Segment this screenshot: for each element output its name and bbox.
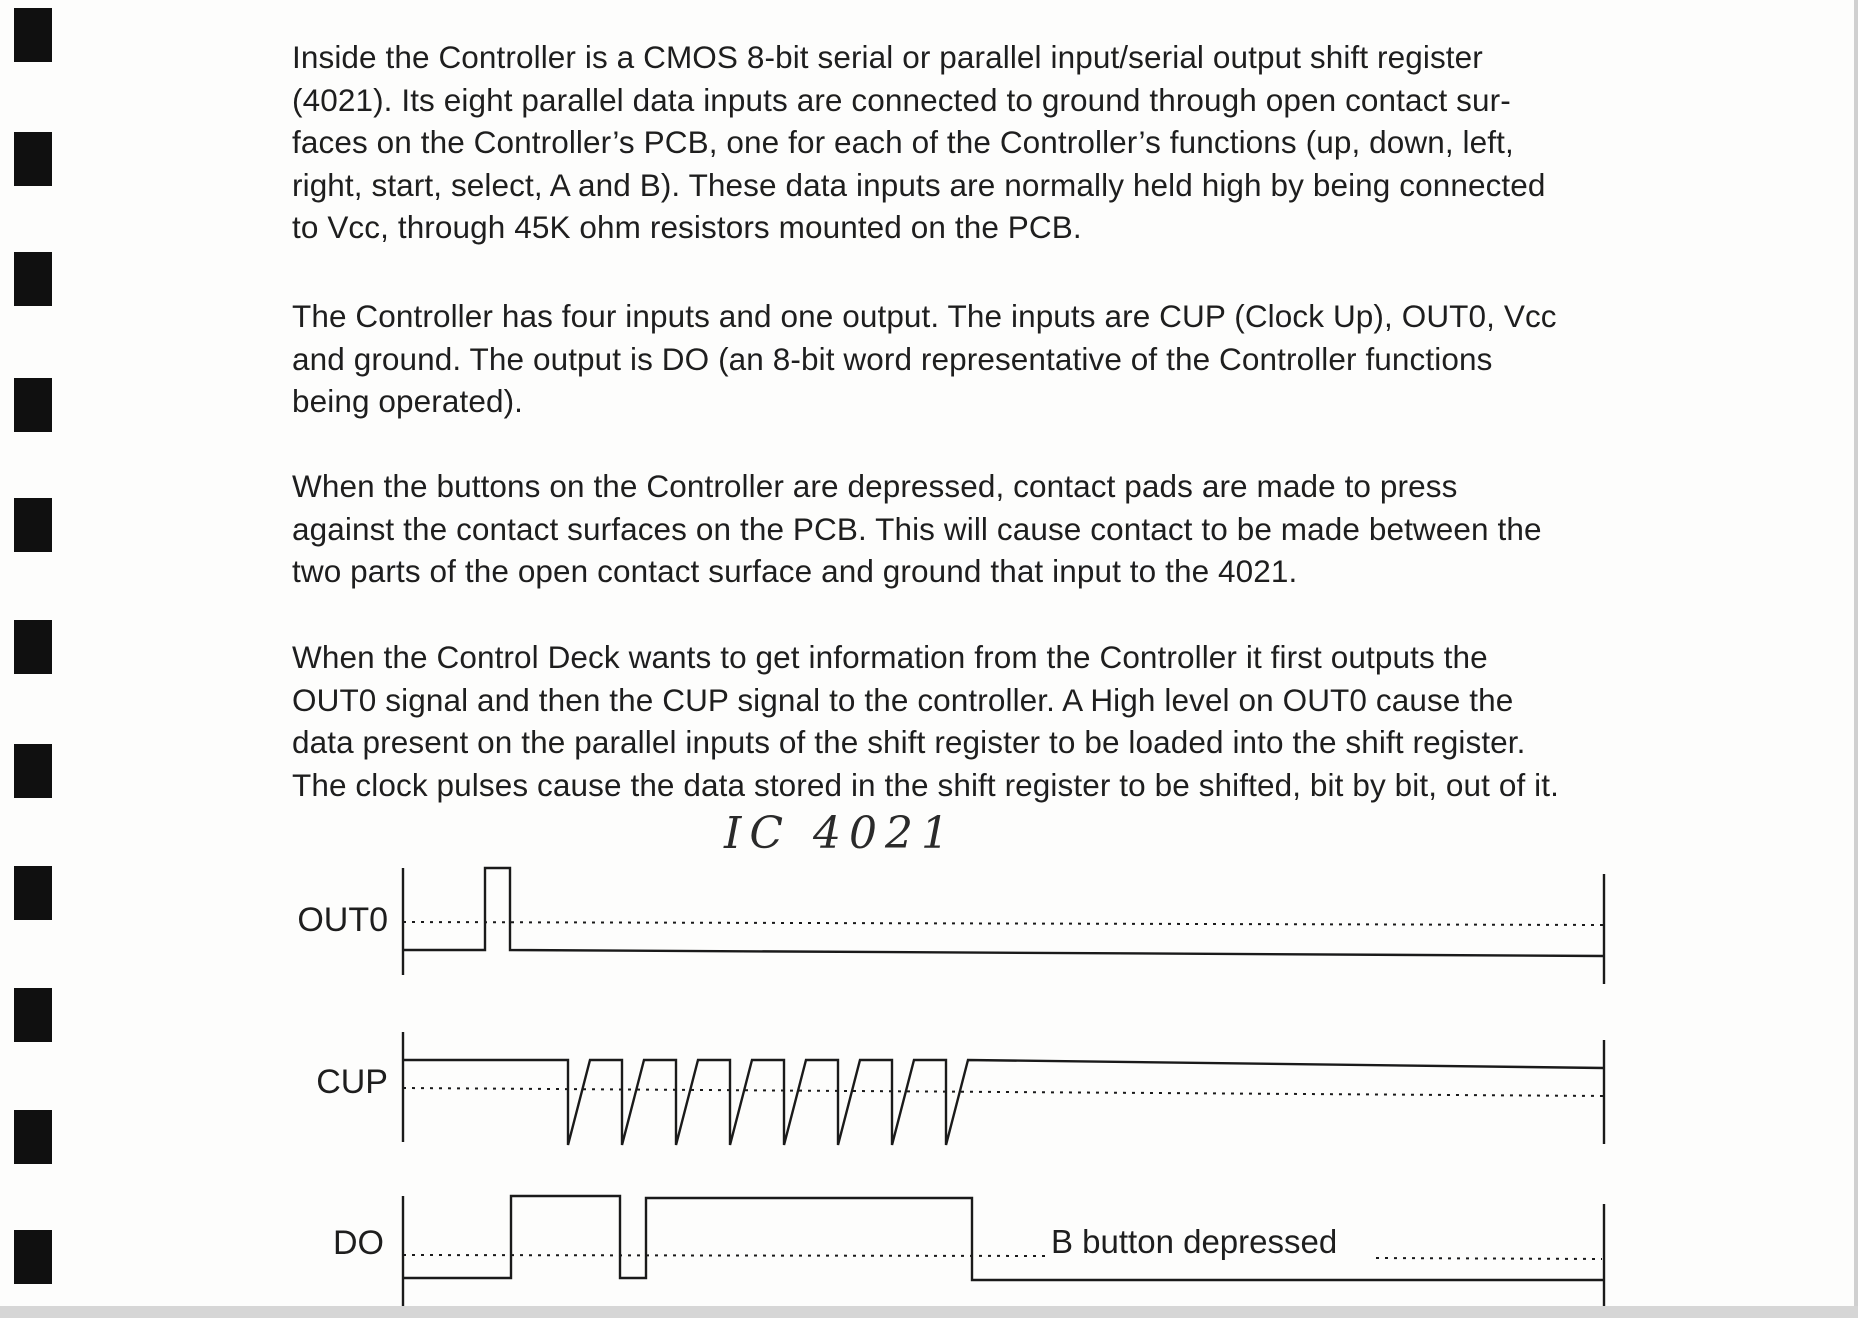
text-line: The clock pulses cause the data stored in the shift register to be shifted, bit by bit, out of it. [292,766,1559,803]
out0-midline [403,922,1604,925]
text-line: two parts of the open contact surface and ground that input to the 4021. [292,553,1298,589]
text-line: The Controller has four inputs and one output. The inputs are CUP (Clock Up), OUT0, Vcc [292,298,1557,334]
text-line: When the Control Deck wants to get information from the Controller it first outputs the [292,639,1488,675]
text-line: and ground. The output is DO (an 8-bit word representative of the Controller functions [292,340,1493,377]
text-line: (4021). Its eight parallel data inputs are connected to ground through open contact sur- [292,81,1511,118]
text-line: against the contact surfaces on the PCB. This will cause contact to be made between the [292,510,1542,547]
signal-label-out0: OUT0 [297,901,388,939]
cup-waveform [403,1032,1604,1145]
signal-label-cup: CUP [316,1063,388,1101]
out0-waveform [403,868,1604,984]
do-annotation: B button depressed [1051,1223,1338,1260]
text-line: faces on the Controller’s PCB, one for each of the Controller’s functions (up, down, left, [292,124,1514,160]
signal-label-do: DO [333,1224,384,1262]
text-line: Inside the Controller is a CMOS 8-bit serial or parallel input/serial output shift register [292,39,1483,75]
cup-trace [403,1060,1604,1145]
text-line: OUT0 signal and then the CUP signal to the controller. A High level on OUT0 cause the [292,681,1514,718]
do-waveform [403,1196,1604,1310]
page-edge-bottom [0,1306,1858,1318]
text-line: right, start, select, A and B). These data inputs are normally held high by being connected [292,166,1546,203]
text-line: data present on the parallel inputs of the shift register to be loaded into the shift register. [292,724,1526,760]
text-line: being operated). [292,383,524,419]
text-line: When the buttons on the Controller are depressed, contact pads are made to press [292,468,1458,504]
do-trace [403,1196,1604,1280]
handwritten-note: IC 4021 [724,808,958,859]
do-midline-right [1376,1258,1602,1259]
page-edge-right [1854,0,1858,1318]
cup-midline [403,1088,1604,1096]
text-line: to Vcc, through 45K ohm resistors mounted on the PCB. [292,209,1082,245]
do-midline-left [403,1255,1048,1256]
out0-trace [403,868,1604,956]
